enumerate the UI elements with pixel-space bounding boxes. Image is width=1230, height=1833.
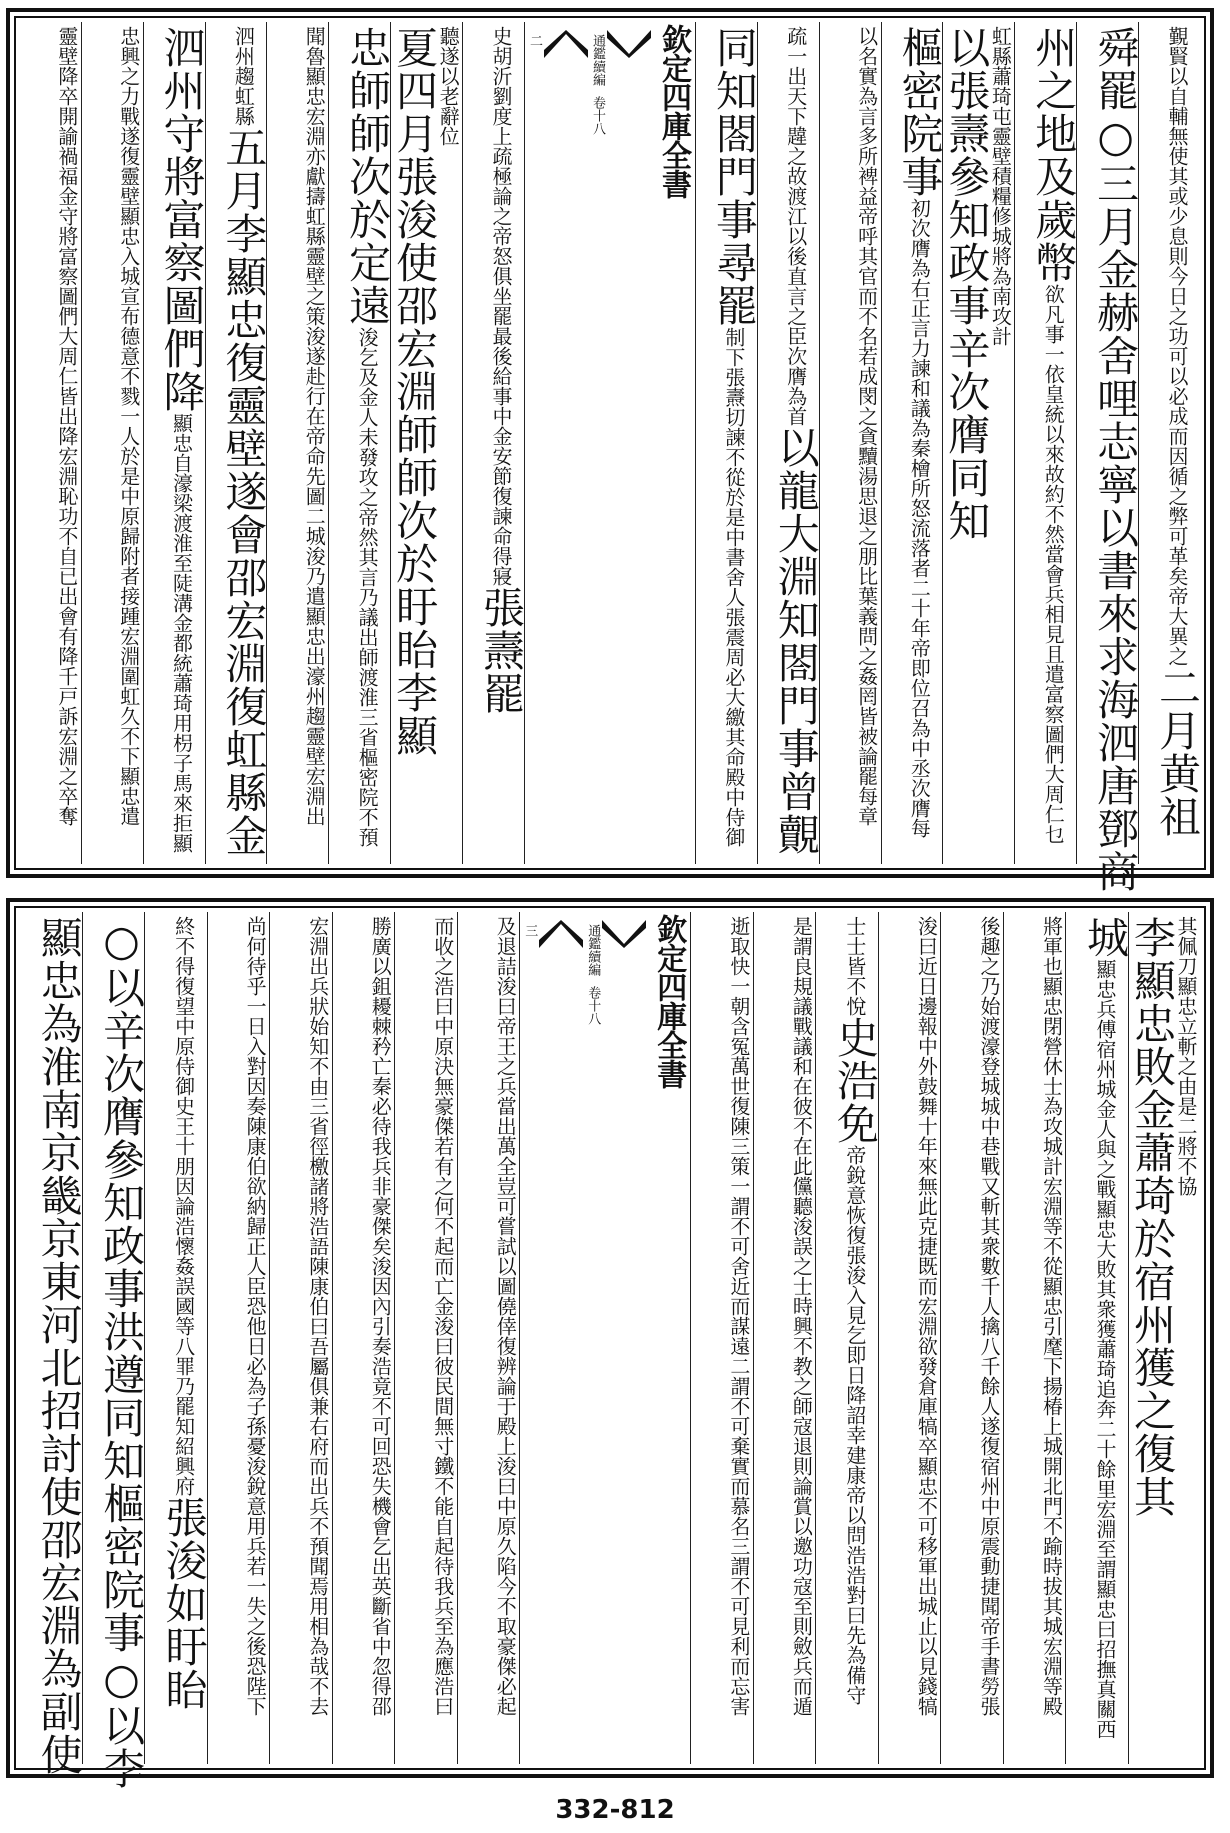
text-column (144, 912, 207, 1764)
annotation-text: 顯忠兵傅宿州城金人與之戰顯忠大敗其衆獲蕭琦追奔二十餘里宏淵至謂顯忠曰招撫真關西 (1093, 959, 1117, 1739)
text-column (690, 912, 753, 1764)
main-text: 二月黄祖 (1153, 666, 1202, 838)
fish-tail-mark-icon (602, 920, 646, 948)
annotation-text: 而收之浩曰中原決無豪傑若有之何不起而亡金浚曰彼民間無寸鐵不能自起待我兵至為應浩曰 (430, 916, 455, 1716)
main-text: 舜罷○三月金赫舍哩志寧以書來求海泗唐鄧商 (1091, 26, 1141, 893)
text-column (462, 22, 524, 864)
annotation-text: 帝銳意恢復張浚入見乞即日降詔幸建康帝以問浩浩對曰先為備守 (842, 1145, 867, 1705)
annotation-text: 浚曰近日邊報中外鼓舞十年來無此克捷既而宏淵欲發倉庫犒卒顯忠不可移軍出城止以見錢犒 (914, 916, 939, 1716)
main-text: 夏四月張浚使邵宏淵師師次於盱眙李顯 (390, 26, 440, 757)
annotation-text: 欲凡事一依皇統以來故約不然當會兵相見且遣富察圖們大周仁乜 (1041, 284, 1066, 844)
text-column (878, 912, 941, 1764)
book-title: 欽定四庫全書 (655, 24, 691, 198)
annotation-text: 及退詰浚曰帝王之兵當出萬全豈可嘗試以圖僥倖復辨論于殿上浚曰中原久陷今不取豪傑必起 (493, 916, 518, 1716)
fish-tail-mark-icon (607, 30, 651, 58)
annotation-text: 終不得復望中原侍御史王十朋因論浩懷姦誤國等八罪乃罷知紹興府 (171, 916, 196, 1496)
text-column (205, 22, 267, 864)
book-title: 欽定四庫全書 (651, 914, 687, 1088)
text-column (940, 912, 1003, 1764)
main-text: 同知閤門事尋罷 (709, 26, 759, 327)
main-text: 城 (1081, 916, 1130, 959)
main-text: 五月李顯忠復靈壁遂會邵宏淵復虹縣金 (219, 126, 269, 857)
text-column (757, 22, 819, 864)
text-column (1076, 22, 1141, 893)
annotation-text: 是謂良規議戰議和在彼不在此儻聽浚誤之士時興不教之師寇退則論賞以邀功寇至則斂兵而遁 (789, 916, 814, 1716)
text-column (20, 912, 84, 1776)
annotation-text: 士士皆不悅 (842, 916, 867, 1016)
fold-juan-number: 卷十八 (589, 96, 605, 135)
annotation-text: 虹縣蕭琦屯靈壁積糧修城將為南攻計 (988, 26, 1013, 346)
main-text: 李顯忠敗金蕭琦於宿州獲之復其 (1128, 916, 1177, 1518)
main-text: 史浩免 (830, 1016, 880, 1145)
text-column (1003, 912, 1066, 1764)
fish-tail-mark-icon (539, 920, 583, 948)
main-text: 張燾罷 (476, 586, 526, 715)
annotation-text: 以名實為言多所裨益帝呼其官而不名若成閔之貪黷湯思退之朋比葉義問之姦罔皆被論罷每章 (854, 26, 879, 826)
text-column (20, 22, 81, 864)
text-column (269, 912, 332, 1764)
annotation-text: 初次膺為右正言力諫和議為秦檜所怒流落者二十年帝即位召為中丞次膺每 (907, 198, 932, 838)
center-fold-column (519, 912, 690, 1764)
text-column (815, 912, 878, 1764)
text-column (819, 22, 881, 864)
main-text: 顯忠為淮南京畿京東河北招討使邵宏淵為副使 (34, 916, 84, 1776)
annotation-text: 聽遂以老辭位 (436, 26, 461, 146)
annotation-text: 勝廣以鉏耰棘矜亡秦必待我兵非豪傑矣浚因內引奏浩竟不可回恐失機會乞出英斷省中忽得邵 (368, 916, 393, 1716)
text-column (390, 22, 462, 864)
main-text: 泗州守將富察圖們降 (157, 26, 207, 413)
annotation-text: 靈壁降卒開諭禍福金守將富察圖們大周仁皆出降宏淵恥功不自已出會有降千戸訴宏淵之卒奪 (54, 26, 79, 826)
text-column (82, 912, 147, 1790)
annotation-text: 忠興之力戰遂復靈壁顯忠入城宣布德意不戮一人於是中原歸附者接踵宏淵圍虹久不下顯忠遣 (116, 26, 141, 826)
fold-page-number: 二 (526, 34, 542, 47)
bottom-page-panel (6, 898, 1214, 1790)
fold-page-number: 三 (522, 924, 538, 937)
main-text: 以張燾參知政事辛次膺同知 (942, 26, 992, 542)
fish-tail-mark-icon (544, 30, 588, 58)
text-column (81, 22, 143, 864)
text-column (881, 22, 943, 864)
text-column (332, 912, 395, 1764)
main-text: 以龍大淵知閤門事曾覿 (771, 426, 821, 856)
annotation-text: 浚乞及金人未發攻之帝然其言乃議出師渡淮三省樞密院不預 (355, 327, 380, 847)
text-column (753, 912, 816, 1764)
text-column (457, 912, 520, 1764)
text-column (942, 22, 1014, 864)
text-column (1065, 912, 1128, 1764)
annotation-text: 將軍也顯忠閉營休士為攻城計宏淵等不從顯忠引麾下揚椿上城開北門不踰時拔其城宏淵等殿 (1039, 916, 1064, 1716)
main-text: 樞密院事 (895, 26, 945, 198)
annotation-text: 其佩刀顯忠立斬之由是二將不協 (1174, 916, 1198, 1196)
fold-book-name: 通鑑續編 (589, 34, 605, 86)
annotation-text: 覲賢以自輔無使其或少息則今日之功可以必成而因循之弊可革矣帝大異之 (1165, 26, 1189, 666)
text-column (143, 22, 205, 864)
top-page-panel (6, 8, 1214, 893)
page-number: 332-812 (555, 1795, 675, 1825)
annotation-text: 疏一出天下韙之故渡江以後直言之臣次膺為首 (783, 26, 808, 426)
text-column (1128, 912, 1200, 1764)
annotation-text: 顯忠自濠梁渡淮至陡溝金都統蕭琦用枴子馬來拒顯 (169, 413, 194, 853)
fold-book-name: 通鑑續編 (585, 924, 601, 976)
annotation-text: 史胡沂劉度上疏極論之帝怒俱坐罷最後給事中金安節復諫命得寢 (488, 26, 513, 586)
annotation-text: 後趣之乃始渡濠登城城中巷戰又斬其衆數千人擒八千餘人遂復宿州中原震動捷聞帝手書勞張 (976, 916, 1001, 1716)
main-text: 忠師師次於定遠 (343, 26, 393, 327)
text-column (1014, 22, 1079, 864)
annotation-text: 逝取快一朝含冤萬世復陳三策一謂不可舍近而謀遠二謂不可棄實而慕名三謂不可見利而忘害 (726, 916, 751, 1716)
text-column (695, 22, 757, 864)
annotation-text: 泗州趨虹縣 (231, 26, 256, 126)
text-column (328, 22, 393, 864)
main-text: 張浚如盱眙 (159, 1496, 209, 1711)
text-column (394, 912, 457, 1764)
annotation-text: 宏淵出兵狀始知不由三省徑檄諸將浩語陳康伯曰吾屬俱兼右府而出兵不預聞焉用相為哉不去 (305, 916, 330, 1716)
text-column (207, 912, 270, 1764)
text-column (1138, 22, 1200, 864)
annotation-text: 尚何待乎一日入對因奏陳康伯欲納歸正人臣恐他日必為子孫憂浚銳意用兵若一失之後恐陛下 (243, 916, 268, 1716)
main-text: 州之地及歲幣 (1029, 26, 1079, 284)
main-text: ○以辛次膺參知政事洪遵同知樞密院事○以李 (97, 916, 147, 1790)
annotation-text: 制下張燾切諫不從於是中書舍人張震周必大繳其命殿中侍御 (721, 327, 746, 847)
top-columns (20, 22, 1202, 893)
annotation-text: 聞魯顯忠宏淵亦獻擣虹縣靈壁之策浚遂赴行在帝命先圖二城浚乃遣顯忠出濠州趨靈壁宏淵出 (302, 26, 327, 826)
fold-juan-number: 卷十八 (585, 986, 601, 1025)
bottom-columns (20, 912, 1200, 1790)
text-column (266, 22, 328, 864)
center-fold-column (524, 22, 695, 864)
